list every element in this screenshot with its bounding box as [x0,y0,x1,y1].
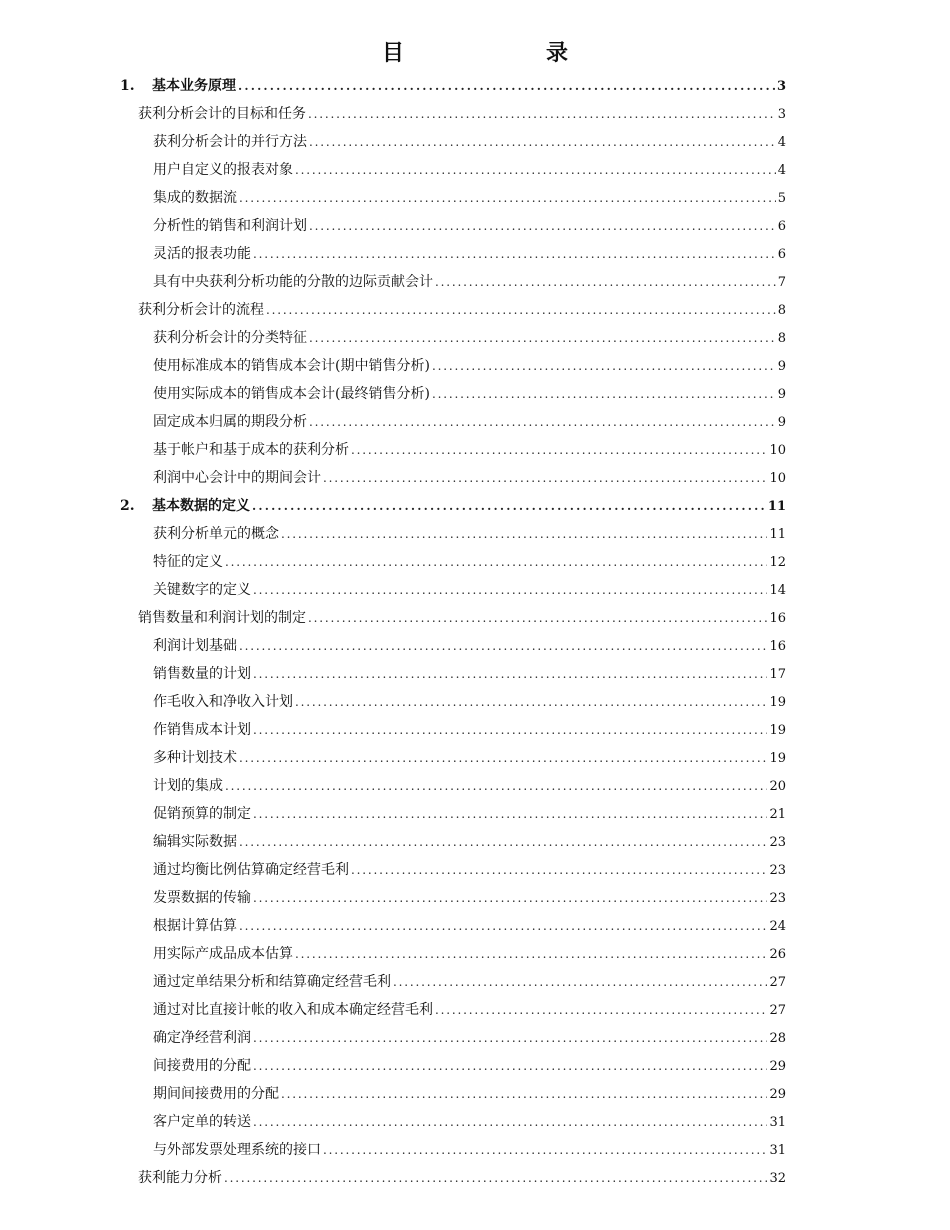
toc-leader-dots [253,576,767,604]
toc-entry[interactable] [153,688,786,716]
toc-leader-dots [323,1136,767,1164]
toc-entry-title: 通过对比直接计帐的收入和成本确定经营毛利 [153,1002,433,1018]
toc-entry[interactable] [153,128,786,156]
toc-entry-title: 通过定单结果分析和结算确定经营毛利 [153,974,391,990]
toc-leader-dots [393,968,767,996]
toc-entry-page-number: 20 [769,779,786,794]
toc-entry-title: 基于帐户和基于成本的获利分析 [153,442,349,458]
toc-entry-page-number: 29 [769,1087,786,1102]
toc-entry[interactable] [153,212,786,240]
toc-entry[interactable] [153,548,786,576]
toc-leader-dots [225,548,767,576]
toc-entry-page-number: 29 [769,1059,786,1074]
toc-leader-dots [351,856,767,884]
toc-entry[interactable] [120,492,786,520]
toc-entry[interactable] [153,324,786,352]
toc-entry-page-number: 16 [769,611,786,626]
toc-entry-title: 作销售成本计划 [153,722,251,738]
page-title: 目 录 [381,40,628,66]
toc-entry-page-number: 16 [769,639,786,654]
toc-leader-dots [432,352,776,380]
toc-entry[interactable] [153,716,786,744]
toc-entry-title: 获利分析会计的目标和任务 [138,106,306,122]
toc-entry[interactable] [153,800,786,828]
toc-entry-page-number: 31 [769,1143,786,1158]
toc-leader-dots [253,884,767,912]
toc-leader-dots [309,408,776,436]
toc-entry-page-number: 21 [769,807,786,822]
toc-leader-dots [295,156,776,184]
toc-entry-title: 获利分析会计的分类特征 [153,330,307,346]
toc-entry-page-number: 19 [769,723,786,738]
toc-entry[interactable] [153,520,786,548]
toc-leader-dots [351,436,767,464]
toc-entry-page-number: 23 [769,891,786,906]
toc-entry-title: 编辑实际数据 [153,834,237,850]
toc-entry-title: 间接费用的分配 [153,1058,251,1074]
toc-entry[interactable] [153,884,786,912]
toc-leader-dots [253,1024,767,1052]
toc-entry-page-number: 27 [769,975,786,990]
toc-entry-page-number: 11 [769,527,786,542]
toc-entry-title: 销售数量和利润计划的制定 [138,610,306,626]
toc-entry[interactable] [153,912,786,940]
toc-entry-page-number: 19 [769,751,786,766]
toc-leader-dots [323,464,767,492]
toc-entry[interactable] [153,940,786,968]
toc-entry-title: 作毛收入和净收入计划 [153,694,293,710]
toc-entry-page-number: 6 [777,247,786,262]
toc-leader-dots [295,688,767,716]
toc-leader-dots [308,604,767,632]
toc-entry-title: 确定净经营利润 [153,1030,251,1046]
toc-leader-dots [435,996,767,1024]
toc-leader-dots [239,632,767,660]
toc-leader-dots [281,520,767,548]
toc-leader-dots [253,240,776,268]
toc-entry[interactable] [153,1052,786,1080]
toc-entry[interactable] [153,576,786,604]
toc-entry-title: 灵活的报表功能 [153,246,251,262]
toc-entry-page-number: 32 [769,1171,786,1186]
toc-leader-dots [225,772,767,800]
toc-entry-page-number: 14 [769,583,786,598]
toc-entry-title: 分析性的销售和利润计划 [153,218,307,234]
toc-entry-page-number: 10 [769,443,786,458]
toc-entry[interactable] [153,436,786,464]
toc-entry-title: 使用实际成本的销售成本会计(最终销售分析) [153,386,430,402]
toc-leader-dots [309,128,776,156]
toc-entry[interactable] [153,1108,786,1136]
toc-entry-title: 获利分析单元的概念 [153,526,279,542]
toc-leader-dots [309,212,776,240]
toc-entry-page-number: 19 [769,695,786,710]
toc-entry-page-number: 11 [767,499,786,514]
toc-entry[interactable] [138,100,786,128]
toc-entry-page-number: 26 [769,947,786,962]
toc-entry[interactable] [153,1080,786,1108]
toc-entry-title: 客户定单的转送 [153,1114,251,1130]
toc-entry[interactable] [153,968,786,996]
toc-entry-title: 关键数字的定义 [153,582,251,598]
toc-entry[interactable] [153,408,786,436]
toc-leader-dots [281,1080,767,1108]
toc-entry-page-number: 9 [777,415,786,430]
toc-entry-page-number: 10 [769,471,786,486]
toc-entry-page-number: 31 [769,1115,786,1130]
toc-leader-dots [224,1164,767,1192]
toc-entry[interactable] [153,268,786,296]
toc-entry-number: 2. [120,498,135,514]
toc-entry[interactable] [153,352,786,380]
toc-entry[interactable] [153,828,786,856]
toc-entry[interactable] [153,464,786,492]
toc-entry-title: 获利能力分析 [138,1170,222,1186]
toc-entry[interactable] [138,604,786,632]
toc-entry-title: 集成的数据流 [153,190,237,206]
toc-entry-page-number: 17 [769,667,786,682]
toc-leader-dots [239,184,776,212]
toc-entry-title: 基本数据的定义 [152,498,250,514]
toc-leader-dots [253,1108,767,1136]
toc-entry[interactable] [153,184,786,212]
toc-entry-page-number: 8 [777,331,786,346]
toc-leader-dots [239,744,767,772]
toc-entry-title: 基本业务原理 [152,78,236,94]
toc-entry-page-number: 4 [777,135,786,150]
toc-entry-page-number: 9 [777,359,786,374]
toc-entry-page-number: 27 [769,1003,786,1018]
toc-entry[interactable] [153,996,786,1024]
toc-entry-title: 利润中心会计中的期间会计 [153,470,321,486]
toc-entry-title: 具有中央获利分析功能的分散的边际贡献会计 [153,274,433,290]
toc-entry-page-number: 23 [769,863,786,878]
toc-entry-title: 发票数据的传输 [153,890,251,906]
toc-entry-page-number: 7 [777,275,786,290]
toc-entry-title: 用实际产成品成本估算 [153,946,293,962]
toc-leader-dots [435,268,776,296]
toc-leader-dots [238,72,775,100]
toc-entry[interactable] [120,72,786,100]
toc-entry[interactable] [153,156,786,184]
toc-entry-page-number: 3 [776,79,786,94]
toc-entry-title: 固定成本归属的期段分析 [153,414,307,430]
toc-entry-page-number: 8 [777,303,786,318]
toc-entry[interactable] [153,856,786,884]
toc-entry-title: 多种计划技术 [153,750,237,766]
toc-leader-dots [253,1052,767,1080]
toc-entry-title: 获利分析会计的流程 [138,302,264,318]
toc-leader-dots [253,716,767,744]
toc-entry-title: 期间间接费用的分配 [153,1086,279,1102]
toc-entry-title: 特征的定义 [153,554,223,570]
toc-entry[interactable] [153,240,786,268]
toc-entry[interactable] [153,744,786,772]
toc-leader-dots [239,828,767,856]
toc-entry-title: 销售数量的计划 [153,666,251,682]
toc-entry-title: 获利分析会计的并行方法 [153,134,307,150]
toc-entry-page-number: 23 [769,835,786,850]
toc-leader-dots [295,940,767,968]
toc-leader-dots [308,100,776,128]
toc-leader-dots [309,324,776,352]
toc-entry[interactable] [153,632,786,660]
toc-entry-number: 1. [120,78,135,94]
toc-entry-title: 使用标准成本的销售成本会计(期中销售分析) [153,358,430,374]
toc-entry-title: 根据计算估算 [153,918,237,934]
toc-entry[interactable] [153,660,786,688]
toc-entry-page-number: 28 [769,1031,786,1046]
toc-leader-dots [252,492,766,520]
toc-entry-title: 促销预算的制定 [153,806,251,822]
toc-leader-dots [253,660,767,688]
toc-entry-title: 用户自定义的报表对象 [153,162,293,178]
toc-entry[interactable] [153,1024,786,1052]
toc-leader-dots [432,380,776,408]
toc-entry-page-number: 24 [769,919,786,934]
toc-entry-page-number: 6 [777,219,786,234]
toc-entry-title: 利润计划基础 [153,638,237,654]
toc-entry[interactable] [153,772,786,800]
toc-entry[interactable] [138,296,786,324]
toc-entry[interactable] [153,1136,786,1164]
toc-entry[interactable] [153,380,786,408]
toc-entry[interactable] [138,1164,786,1192]
toc-leader-dots [266,296,776,324]
toc-entry-page-number: 5 [777,191,786,206]
toc-entry-page-number: 9 [777,387,786,402]
toc-entry-title: 通过均衡比例估算确定经营毛利 [153,862,349,878]
toc-leader-dots [239,912,767,940]
toc-entry-title: 与外部发票处理系统的接口 [153,1142,321,1158]
toc-entry-page-number: 3 [777,107,786,122]
toc-leader-dots [253,800,767,828]
toc-entry-page-number: 12 [769,555,786,570]
toc-entry-page-number: 4 [777,163,786,178]
toc-entry-title: 计划的集成 [153,778,223,794]
